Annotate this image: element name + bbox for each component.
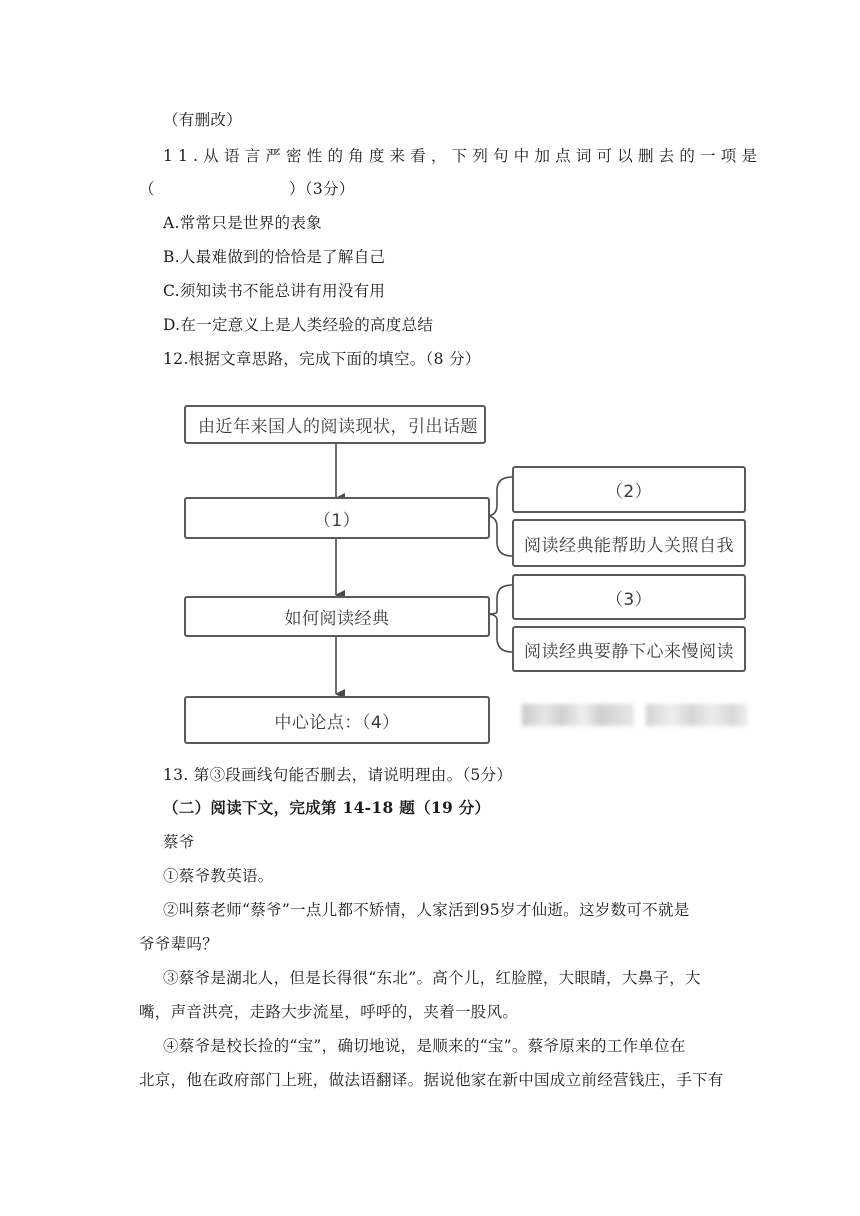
story-title: 蔡爷 xyxy=(163,833,195,851)
diagram-middle-box: 如何阅读经典 xyxy=(184,596,490,637)
diagram-branch-2-box: 阅读经典要静下心来慢阅读 xyxy=(512,626,746,672)
paragraph-1: ①蔡爷教英语。 xyxy=(163,867,274,885)
section-2-heading: （二）阅读下文，完成第 14-18 题（19 分） xyxy=(163,798,491,817)
paragraph-2-line-2: 爷爷辈吗？ xyxy=(139,935,219,953)
question-11-paren-close: ）（3分） xyxy=(289,180,355,198)
diagram-top-box: 由近年来国人的阅读现状，引出话题 xyxy=(184,405,486,444)
paragraph-3-line-2: 嘴，声音洪亮，走路大步流星，呼呼的，夹着一股风。 xyxy=(139,1003,519,1021)
question-12: 12.根据文章思路，完成下面的填空。（8 分） xyxy=(163,350,481,368)
diagram-blank-3: （3） xyxy=(512,574,746,620)
question-11: 11.从语言严密性的角度来看，下列句中加点词可以删去的一项是 xyxy=(163,147,763,165)
option-d: D.在一定意义上是人类经验的高度总结 xyxy=(163,316,434,334)
question-11-paren-open: （ xyxy=(139,180,155,198)
option-c: C.须知读书不能总讲有用没有用 xyxy=(163,282,386,300)
option-a: A.常常只是世界的表象 xyxy=(163,214,322,232)
paragraph-3-line-1: ③蔡爷是湖北人，但是长得很“东北”。高个儿，红脸膛，大眼睛，大鼻子，大 xyxy=(163,969,701,987)
source-note: （有删改） xyxy=(163,111,243,129)
question-13: 13. 第③段画线句能否删去，请说明理由。（5分） xyxy=(163,766,513,784)
diagram-blank-2: （2） xyxy=(512,466,746,513)
paragraph-2-line-1: ②叫蔡老师“蔡爷”一点儿都不矫情，人家活到95岁才仙逝。这岁数可不就是 xyxy=(163,901,690,919)
diagram-bottom-box: 中心论点：（4） xyxy=(184,696,490,744)
blurred-watermark-1 xyxy=(522,704,634,726)
blurred-watermark-2 xyxy=(646,704,748,726)
paragraph-4-line-1: ④蔡爷是校长捡的“宝”，确切地说，是顺来的“宝”。蔡爷原来的工作单位在 xyxy=(163,1037,686,1055)
paragraph-4-line-2: 北京，他在政府部门上班，做法语翻译。据说他家在新中国成立前经营钱庄，手下有 xyxy=(139,1071,724,1089)
diagram-branch-1-box: 阅读经典能帮助人关照自我 xyxy=(512,519,746,567)
option-b: B.人最难做到的恰恰是了解自己 xyxy=(163,248,386,266)
diagram-blank-1: （1） xyxy=(184,497,490,539)
